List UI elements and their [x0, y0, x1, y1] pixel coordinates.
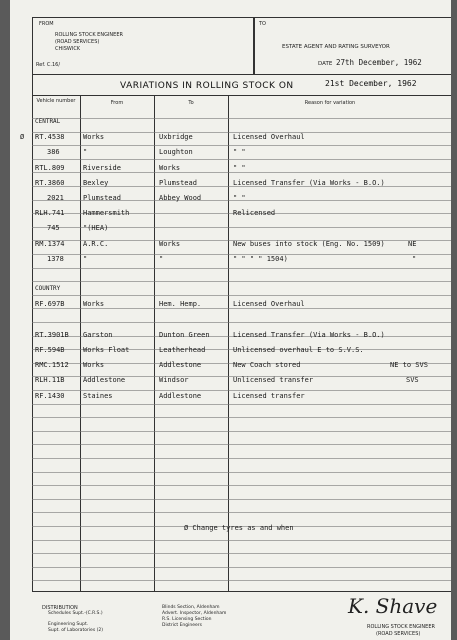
ruled-line [32, 417, 451, 418]
row-to: Hem. Hemp. [159, 300, 202, 309]
title-date: 21st December, 1962 [325, 79, 417, 88]
row-vehicle: RM.1374 [35, 239, 65, 248]
from-label: FROM [39, 21, 54, 27]
row-from: Garston [83, 330, 113, 339]
row-reason: Unlicensed transfer [233, 376, 314, 385]
signatory-subtitle: (ROAD SERVICES) [376, 631, 421, 637]
row-extra: " [412, 254, 417, 263]
to-value: ESTATE AGENT AND RATING SURVEYOR [282, 44, 390, 50]
ruled-line [32, 512, 451, 513]
row-from: Riverside [83, 163, 121, 172]
from-line-2: (ROAD SERVICES) [55, 39, 100, 45]
col-divider-3 [228, 95, 229, 592]
row-reason: " " [233, 163, 246, 172]
ruled-line [32, 580, 451, 581]
row-vehicle: RF.697B [35, 300, 65, 309]
distribution-label: DISTRIBUTION [42, 605, 78, 611]
date-value: 27th December, 1962 [336, 58, 422, 67]
row-extra: NE [408, 239, 417, 248]
row-from: Works [83, 361, 105, 370]
ruled-line [32, 295, 451, 296]
ruled-line [32, 281, 451, 282]
footnote: Ø Change tyres as and when [184, 524, 294, 532]
row-to: Abbey Wood [159, 194, 202, 202]
ruled-line [32, 145, 451, 146]
row-reason: " " [233, 148, 246, 157]
row-to: Works [159, 239, 181, 248]
row-from: "(HEA) [83, 224, 109, 233]
row-vehicle: 386 [47, 148, 60, 157]
row-extra: SVS [406, 376, 419, 385]
row-from: Hammersmith [83, 209, 130, 218]
col-header-vehicle: Vehicle number [36, 98, 76, 104]
row-to: Windsor [159, 376, 189, 385]
ruled-line [32, 322, 451, 323]
row-from: A.R.C. [83, 239, 109, 248]
distribution-line-4: Supt. of Laboratories (2) [48, 628, 103, 633]
col-header-from: From [110, 100, 124, 106]
row-vehicle: CENTRAL [35, 118, 61, 125]
row-to: Leatherhead [159, 346, 206, 354]
row-vehicle: RMC.1512 [35, 361, 69, 370]
signature: K. Shave [348, 594, 438, 618]
row-vehicle: RT.3901B [35, 330, 69, 339]
row-from: Staines [83, 391, 113, 400]
row-reason: Relicensed [233, 209, 276, 218]
col-header-reason: Reason for variation [304, 100, 356, 106]
row-from: Addlestone [83, 376, 126, 385]
ruled-line [32, 540, 451, 541]
distribution-line-3: Engineering Supt. [48, 622, 89, 627]
row-reason: Licensed Transfer (Via Works - B.O.) [233, 178, 385, 187]
row-vehicle: 745 [47, 224, 60, 233]
row-reason: Licensed Overhaul [233, 133, 305, 142]
row-extra: NE to SVS [390, 361, 428, 370]
ruled-line [32, 553, 451, 554]
row-reason: Unlicensed overhaul E to S.V.S. [233, 346, 364, 354]
row-from: Plumstead [83, 194, 121, 202]
document-sheet [10, 0, 451, 640]
ruled-line [32, 268, 451, 269]
page-title: VARIATIONS IN ROLLING STOCK ON [120, 81, 294, 91]
row-vehicle: 2021 [47, 194, 64, 202]
col-header-to: To [188, 100, 194, 106]
row-from: Works [83, 133, 105, 142]
row-from: Bexley [83, 178, 109, 187]
row-to: " [159, 254, 164, 263]
row-vehicle: 1378 [47, 254, 64, 263]
ruled-line [32, 431, 451, 432]
ruled-line [32, 472, 451, 473]
distribution-mid-1: Blinds Section, Aldenham [162, 605, 220, 610]
row-vehicle: COUNTRY [35, 285, 61, 293]
row-reason: " " [233, 194, 246, 202]
distribution-mid-2: Advert. Inspector, Aldenham [162, 611, 227, 616]
ruled-line [32, 118, 451, 119]
ruled-line [32, 444, 451, 445]
row-vehicle: RF.594B [35, 346, 65, 354]
distribution-line-1: Schedules Supt.-(C.R.S.) [48, 611, 103, 616]
row-to: Dunton Green [159, 330, 210, 339]
row-to: Works [159, 163, 181, 172]
from-line-3: CHISWICK [55, 46, 81, 52]
ruled-line [32, 458, 451, 459]
distribution-mid-3: R.S. Licensing Section [162, 617, 212, 622]
row-to: Uxbridge [159, 133, 193, 142]
to-label: TO [259, 21, 266, 27]
row-vehicle: RLH.11B [35, 376, 65, 385]
row-to: Loughton [159, 148, 193, 157]
row-from: " [83, 148, 88, 157]
ruled-line [32, 485, 451, 486]
row-reason: Licensed transfer [233, 391, 305, 400]
ruled-line [32, 308, 451, 309]
row-reason: Licensed Transfer (Via Works - B.O.) [233, 330, 385, 339]
row-reason: " " " " 1504) [233, 254, 288, 263]
ruled-line [32, 499, 451, 500]
row-from: " [83, 254, 88, 263]
row-to: Addlestone [159, 391, 202, 400]
row-vehicle: RF.1430 [35, 391, 65, 400]
ruled-line [32, 172, 451, 173]
ruled-line [32, 404, 451, 405]
ruled-line [32, 567, 451, 568]
row-from: Works [83, 300, 105, 309]
col-divider-2 [154, 95, 155, 592]
row-reason: New buses into stock (Eng. No. 1509) [233, 239, 385, 248]
date-label: DATE [318, 61, 333, 67]
ref-text: Ref. C.16/ [36, 62, 61, 68]
signatory-title: ROLLING STOCK ENGINEER [367, 624, 435, 630]
row-to: Addlestone [159, 361, 202, 370]
col-divider-1 [80, 95, 81, 592]
row-reason: New Coach stored [233, 361, 301, 370]
row-from: Works Float [83, 346, 130, 354]
row-vehicle: RT.3860 [35, 178, 65, 187]
row-vehicle: RTL.809 [35, 163, 65, 172]
distribution-mid-4: District Engineers [162, 623, 202, 628]
from-line-1: ROLLING STOCK ENGINEER [55, 32, 123, 38]
row-vehicle: RLH.741 [35, 209, 65, 218]
row-mark: Ø [20, 133, 25, 142]
row-vehicle: RT.4538 [35, 133, 65, 142]
ruled-line [32, 159, 451, 160]
row-to: Plumstead [159, 178, 197, 187]
row-reason: Licensed Overhaul [233, 300, 305, 309]
